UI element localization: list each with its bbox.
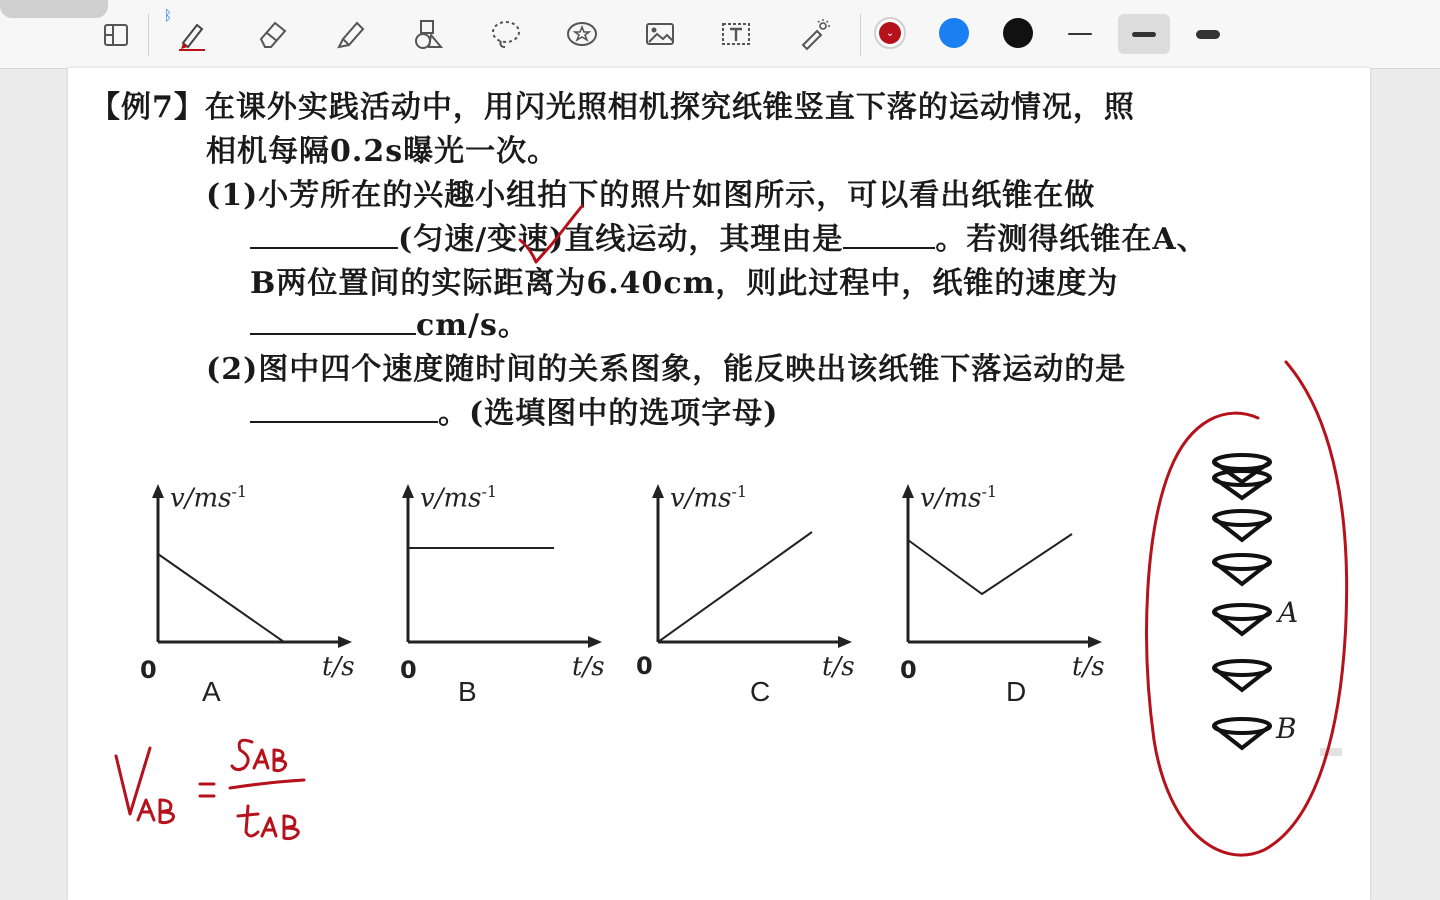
answer-blank-3[interactable] xyxy=(250,307,416,335)
paper-cone xyxy=(1214,661,1270,690)
image-icon[interactable] xyxy=(640,14,680,54)
question-1-line-3: B两位置间的实际距离为6.40cm，则此过程中，纸锥的速度为 xyxy=(250,266,1119,301)
toolbar-divider xyxy=(148,14,149,56)
graph-d-xlabel: t/s xyxy=(1072,652,1105,682)
paper-cone-a xyxy=(1214,605,1270,634)
graph-a-letter: A xyxy=(202,676,221,707)
graph-c-origin: 0 xyxy=(636,652,653,680)
question-1-line-1: (1)小芳所在的兴趣小组拍下的照片如图所示，可以看出纸锥在做 xyxy=(206,178,1096,213)
problem-line-2: 相机每隔0.2s曝光一次。 xyxy=(206,134,559,169)
laser-pointer-icon[interactable] xyxy=(794,14,834,54)
answer-blank-4[interactable] xyxy=(250,395,438,423)
question-1-line-4 xyxy=(250,300,529,344)
graph-d-ylabel: $v/ms^{-1}$ xyxy=(920,482,998,514)
graph-b-xlabel: t/s xyxy=(572,652,605,682)
paper-cone xyxy=(1214,471,1270,498)
toolbar-divider xyxy=(860,14,861,56)
thick-stroke-icon xyxy=(1196,30,1220,39)
layout-icon[interactable] xyxy=(96,14,136,54)
graph-c-ylabel: $v/ms^{-1}$ xyxy=(670,482,748,514)
graph-a-xlabel: t/s xyxy=(322,652,355,682)
graph-c-letter: C xyxy=(750,676,771,707)
graph-d-letter: D xyxy=(1006,676,1027,707)
graph-a-ylabel: $v/ms^{-1}$ xyxy=(170,482,248,514)
q2-instruction: 。(选填图中的选项字母) xyxy=(438,396,779,431)
paper-cone xyxy=(1214,511,1270,540)
medium-stroke-icon xyxy=(1132,32,1156,37)
cone-label-b: B xyxy=(1276,712,1297,745)
problem-tag: 【例7】 xyxy=(90,90,205,125)
q1-option-text: (匀速/变速)直线运动，其理由是 xyxy=(398,222,844,257)
bluetooth-icon: ᛒ xyxy=(163,8,173,24)
graph-c-xlabel: t/s xyxy=(822,652,855,682)
cone-label-a: A xyxy=(1278,596,1299,629)
graph-d-origin: 0 xyxy=(900,656,917,684)
page-scroll-indicator[interactable] xyxy=(1320,748,1342,756)
problem-line-1 xyxy=(90,82,1135,126)
lasso-icon[interactable] xyxy=(486,14,526,54)
answer-blank-2[interactable] xyxy=(843,221,935,249)
thick-stroke-option[interactable] xyxy=(1182,14,1234,54)
q1-measure-text: 。若测得纸锥在A、 xyxy=(935,222,1208,257)
paper-cone xyxy=(1214,455,1270,482)
text-icon[interactable] xyxy=(716,14,756,54)
graph-b-letter: B xyxy=(458,676,477,707)
paper-cone xyxy=(1214,555,1270,584)
question-2-line-2 xyxy=(250,388,778,432)
shapes-icon[interactable] xyxy=(408,14,448,54)
medium-stroke-option[interactable] xyxy=(1118,14,1170,54)
paper-cone-b xyxy=(1214,719,1270,748)
red-color-swatch[interactable] xyxy=(874,17,906,49)
thin-stroke-option[interactable] xyxy=(1054,14,1106,54)
eraser-icon[interactable] xyxy=(252,14,292,54)
question-1-line-2 xyxy=(250,214,1208,258)
blue-color-swatch[interactable] xyxy=(939,18,969,48)
pen-icon[interactable] xyxy=(172,14,212,54)
thin-stroke-icon xyxy=(1068,33,1092,35)
sticker-icon[interactable] xyxy=(562,14,602,54)
answer-blank-1[interactable] xyxy=(250,221,398,249)
question-2-line-1: (2)图中四个速度随时间的关系图象，能反映出该纸锥下落运动的是 xyxy=(206,352,1127,387)
chevron-down-icon: ⌄ xyxy=(879,22,901,44)
highlighter-icon[interactable] xyxy=(330,14,370,54)
black-color-swatch[interactable] xyxy=(1003,18,1033,48)
speed-unit: cm/s。 xyxy=(416,308,529,343)
graph-b-ylabel: $v/ms^{-1}$ xyxy=(420,482,498,514)
toolbar xyxy=(0,0,1440,69)
graph-a-origin: 0 xyxy=(140,656,157,684)
toolbar-handle[interactable] xyxy=(0,0,108,18)
problem-intro: 在课外实践活动中，用闪光照相机探究纸锥竖直下落的运动情况，照 xyxy=(204,90,1135,125)
graph-b-origin: 0 xyxy=(400,656,417,684)
